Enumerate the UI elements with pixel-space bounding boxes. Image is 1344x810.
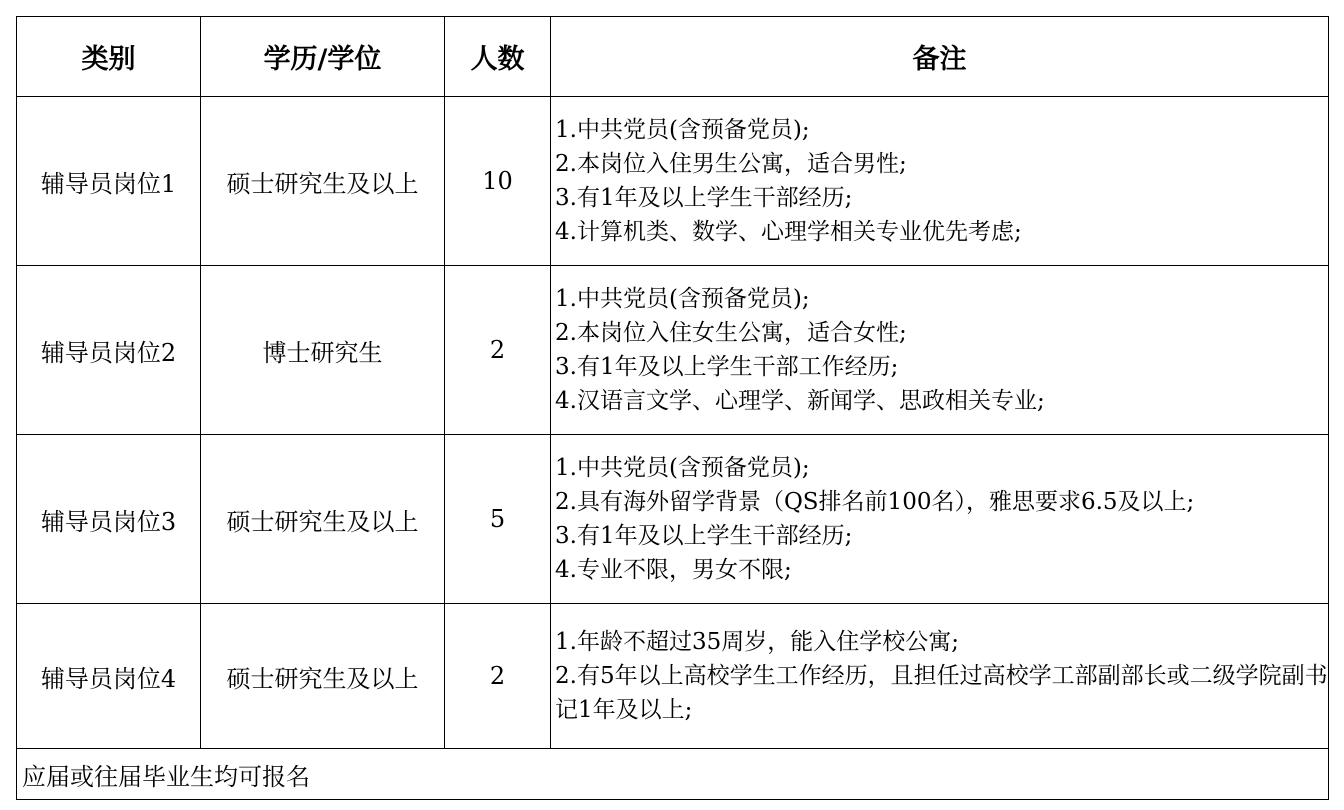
note-line: 1.中共党员(含预备党员); <box>555 455 810 481</box>
note-line: 3.有1年及以上学生干部工作经历; <box>555 354 899 380</box>
note-line: 4.计算机类、数学、心理学相关专业优先考虑; <box>555 219 1022 245</box>
row-count: 10 <box>445 97 551 266</box>
row-notes <box>551 97 1329 266</box>
row-count: 2 <box>445 604 551 749</box>
row-category: 辅导员岗位1 <box>17 97 201 266</box>
note-line: 4.汉语言文学、心理学、新闻学、思政相关专业; <box>555 388 1045 414</box>
note-line: 2.本岗位入住女生公寓，适合女性; <box>555 320 907 346</box>
note-line: 2.具有海外留学背景（QS排名前100名），雅思要求6.5及以上; <box>555 489 1195 515</box>
row-category: 辅导员岗位2 <box>17 266 201 435</box>
row-category: 辅导员岗位4 <box>17 604 201 749</box>
footer-row <box>17 749 1329 800</box>
note-line: 1.中共党员(含预备党员); <box>555 286 810 312</box>
note-line: 3.有1年及以上学生干部经历; <box>555 523 853 549</box>
note-line: 2.有5年以上高校学生工作经历，且担任过高校学工部副部长或二级学院副书记1年及以上; <box>555 663 1328 723</box>
row-notes <box>551 435 1329 604</box>
footer-note: 应届或往届毕业生均可报名 <box>17 749 1329 800</box>
note-line: 2.本岗位入住男生公寓，适合男性; <box>555 151 907 177</box>
row-education: 硕士研究生及以上 <box>201 435 445 604</box>
header-row <box>17 17 1329 97</box>
row-category: 辅导员岗位3 <box>17 435 201 604</box>
row-education: 博士研究生 <box>201 266 445 435</box>
row-notes <box>551 604 1329 749</box>
header-count: 人数 <box>445 17 551 97</box>
table-row <box>17 435 1329 604</box>
table-row <box>17 97 1329 266</box>
header-category: 类别 <box>17 17 201 97</box>
note-line: 1.年龄不超过35周岁，能入住学校公寓; <box>555 629 959 655</box>
header-notes: 备注 <box>551 17 1329 97</box>
row-count: 2 <box>445 266 551 435</box>
table-row <box>17 604 1329 749</box>
note-line: 1.中共党员(含预备党员); <box>555 117 810 143</box>
row-education: 硕士研究生及以上 <box>201 97 445 266</box>
row-count: 5 <box>445 435 551 604</box>
recruitment-table <box>16 16 1329 800</box>
note-line: 4.专业不限，男女不限; <box>555 557 792 583</box>
row-notes <box>551 266 1329 435</box>
row-education: 硕士研究生及以上 <box>201 604 445 749</box>
header-education: 学历/学位 <box>201 17 445 97</box>
note-line: 3.有1年及以上学生干部经历; <box>555 185 853 211</box>
table-row <box>17 266 1329 435</box>
